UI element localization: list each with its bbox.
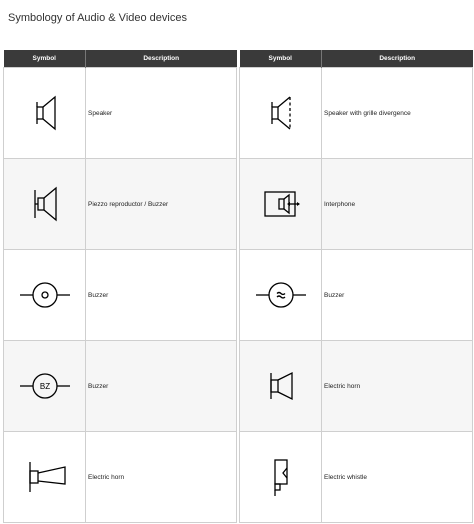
description-cell: Buzzer (86, 250, 237, 341)
table-header-row (4, 50, 237, 68)
description-cell: Speaker with grille divergence (322, 68, 473, 159)
buzzer-bz-icon (17, 361, 73, 411)
symbol-table-right (239, 50, 473, 523)
symbol-cell (240, 341, 322, 432)
symbol-cell (4, 341, 86, 432)
electric-horn-icon (20, 452, 70, 502)
buzzer-wave-icon (253, 270, 309, 320)
table-header-row (240, 50, 473, 68)
symbol-cell (4, 250, 86, 341)
symbol-cell (4, 159, 86, 250)
buzzer-icon (17, 270, 73, 320)
description-column-header: Description (86, 50, 237, 68)
interphone-icon (256, 179, 306, 229)
description-column-header: Description (322, 50, 473, 68)
electric-horn-icon (259, 361, 303, 411)
description-cell: Electric horn (86, 432, 237, 523)
page-title: Symbology of Audio & Video devices (8, 12, 187, 24)
speaker-grille-icon (261, 88, 301, 138)
description-cell: Interphone (322, 159, 473, 250)
piezzo-buzzer-icon (25, 179, 65, 229)
table-row (240, 341, 473, 432)
table-row (240, 159, 473, 250)
description-cell: Electric whistle (322, 432, 473, 523)
symbol-table-left (3, 50, 237, 523)
electric-whistle-icon (261, 452, 301, 502)
table-row (4, 159, 237, 250)
symbol-column-header: Symbol (4, 50, 86, 68)
symbol-cell (4, 432, 86, 523)
description-cell: Buzzer (86, 341, 237, 432)
bz-label: BZ (39, 382, 50, 391)
symbol-cell (240, 159, 322, 250)
table-row (240, 432, 473, 523)
table-row (4, 68, 237, 159)
table-row (4, 432, 237, 523)
symbol-cell (240, 68, 322, 159)
description-cell: Speaker (86, 68, 237, 159)
description-cell: Electric horn (322, 341, 473, 432)
table-row (4, 341, 237, 432)
symbol-cell (240, 250, 322, 341)
table-row (4, 250, 237, 341)
symbol-cell (4, 68, 86, 159)
description-cell: Buzzer (322, 250, 473, 341)
symbol-column-header: Symbol (240, 50, 322, 68)
table-row (240, 250, 473, 341)
symbol-cell (240, 432, 322, 523)
description-cell: Piezzo reproductor / Buzzer (86, 159, 237, 250)
table-row (240, 68, 473, 159)
speaker-icon (25, 88, 65, 138)
